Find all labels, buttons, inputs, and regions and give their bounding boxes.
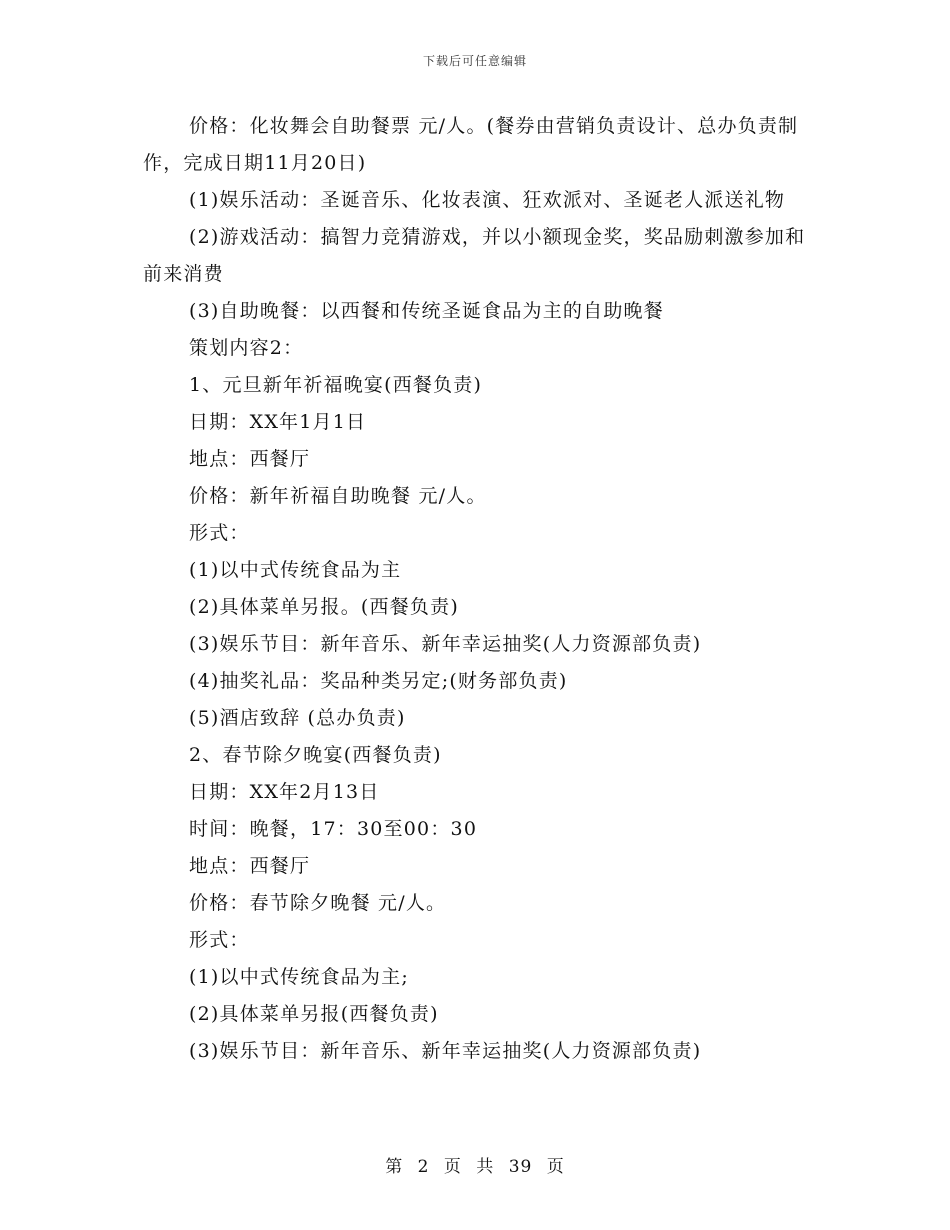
list-item: (1)以中式传统食品为主; [189,966,409,988]
paragraph: 时间：晚餐，17：30至00：30 [189,818,478,840]
list-item: (3)娱乐节目：新年音乐、新年幸运抽奖(人力资源部负责) [189,1040,702,1062]
paragraph: 地点：西餐厅 [189,855,311,877]
paragraph: 日期：XX年2月13日 [189,781,380,803]
paragraph: 形式： [189,929,250,951]
list-item: (2)具体菜单另报。(西餐负责) [189,596,459,618]
paragraph: (1)娱乐活动：圣诞音乐、化妆表演、狂欢派对、圣诞老人派送礼物 [189,189,786,211]
page-header-note: 下载后可任意编辑 [422,54,527,68]
page-number-footer: 第 2 页 共 39 页 [385,1157,565,1177]
paragraph: 价格：化妆舞会自助餐票 元/人。(餐券由营销负责设计、总办负责制作，完成日期11月20日) [143,115,799,174]
paragraph: 日期：XX年1月1日 [189,411,367,433]
subsection-heading: 2、春节除夕晚宴(西餐负责) [189,744,442,766]
list-item: (1)以中式传统食品为主 [189,559,402,581]
section-heading: 策划内容2： [189,337,304,359]
paragraph: 形式： [189,522,250,544]
list-item: (2)具体菜单另报(西餐负责) [189,1003,439,1025]
subsection-heading: 1、元旦新年祈福晚宴(西餐负责) [189,374,483,396]
document-body [143,108,808,1070]
list-item: (3)娱乐节目：新年音乐、新年幸运抽奖(人力资源部负责) [189,633,702,655]
paragraph: 价格：新年祈福自助晚餐 元/人。 [189,485,487,507]
list-item: (4)抽奖礼品：奖品种类另定;(财务部负责) [189,670,568,692]
list-item: (5)酒店致辞 (总办负责) [189,707,406,729]
paragraph: (3)自助晚餐：以西餐和传统圣诞食品为主的自助晚餐 [189,300,664,322]
paragraph: 价格：春节除夕晚餐 元/人。 [189,892,447,914]
paragraph: 地点：西餐厅 [189,448,311,470]
paragraph: (2)游戏活动：搞智力竞猜游戏，并以小额现金奖，奖品励刺激参加和前来消费 [143,226,806,285]
